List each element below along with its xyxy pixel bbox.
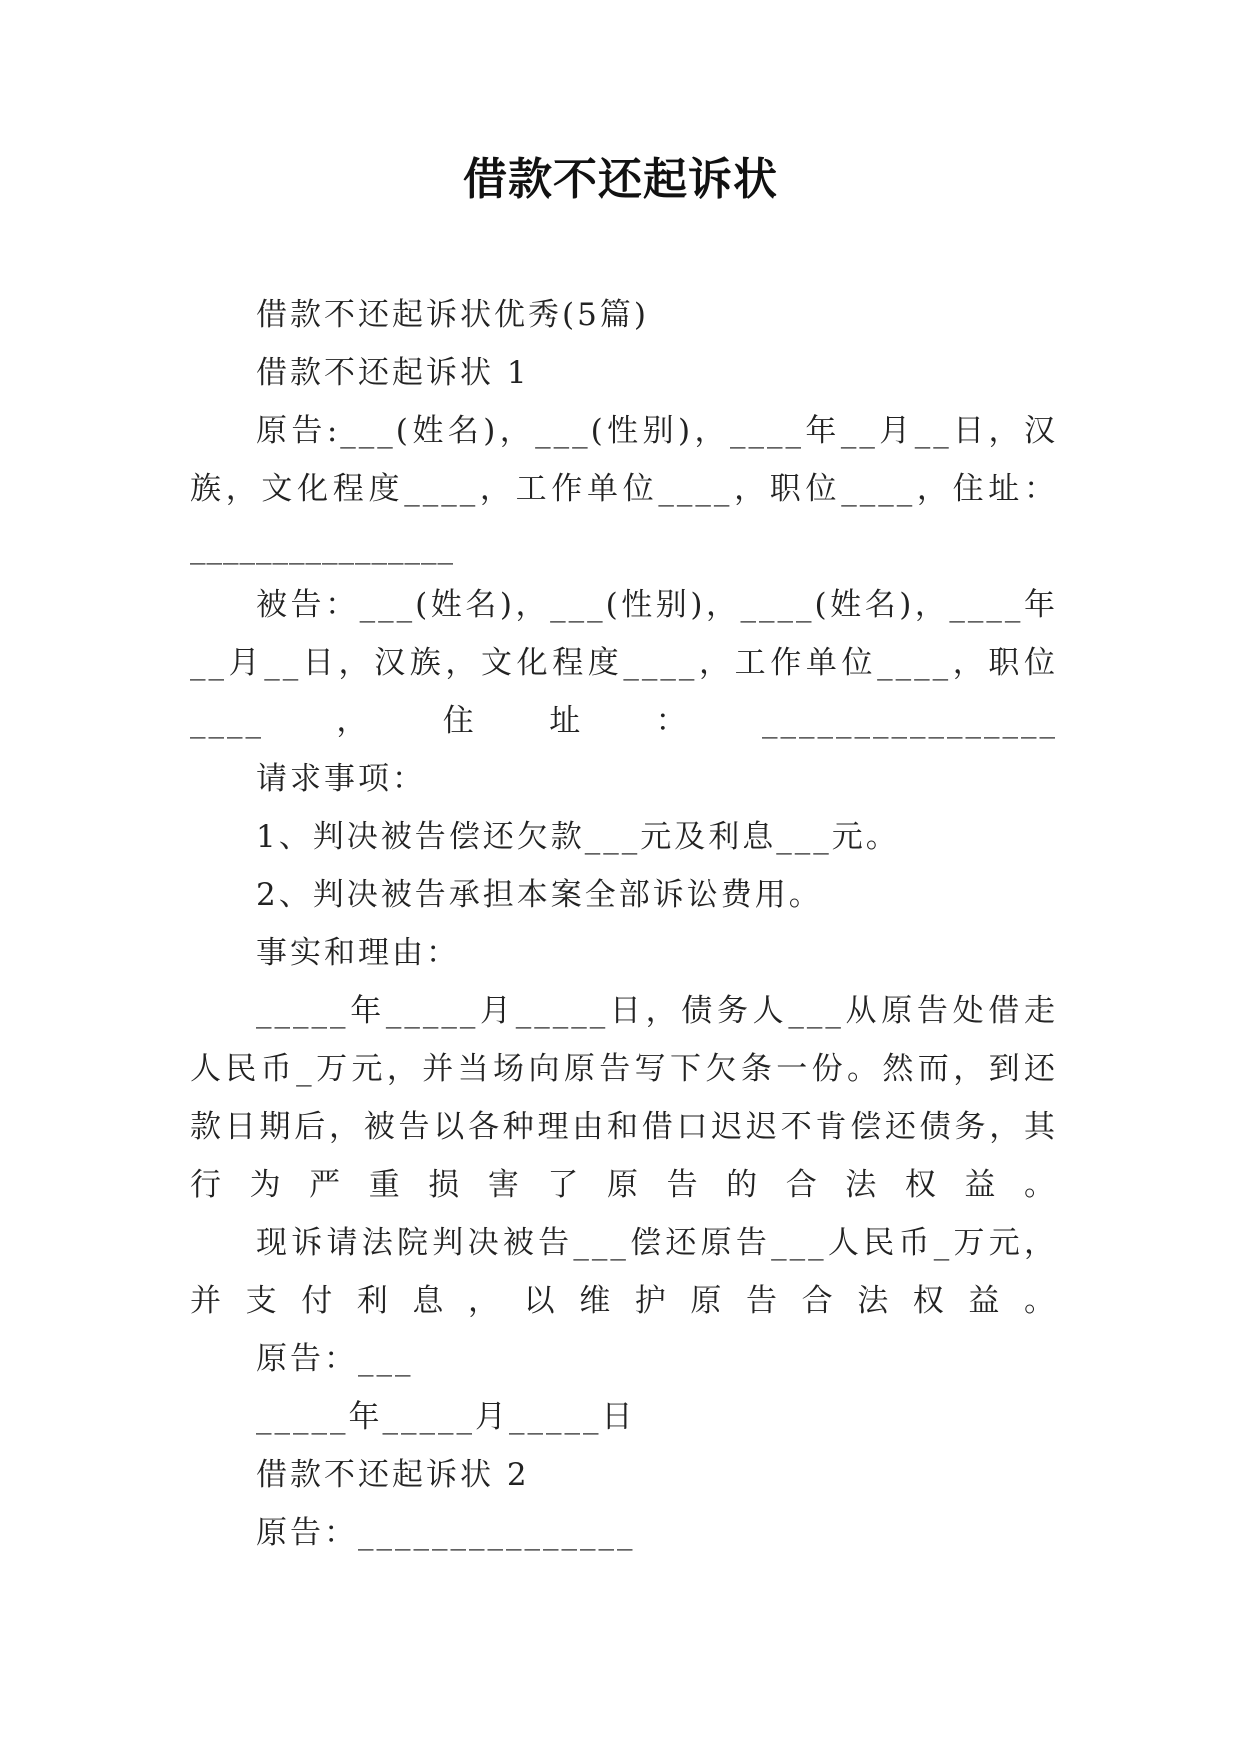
paragraph-plaintiff-info: 原告:___(姓名)，___(性别)，____年__月__日，汉族，文化程度____，工作单位____，职位____，住址： bbox=[190, 413, 1058, 507]
paragraph-defendant-info: 被告：___(姓名)，___(性别)，____(姓名)，____年__月__日，汉族，文化程度____，工作单位____，职位____，住址：________________ bbox=[190, 587, 1058, 739]
paragraph-subtitle: 借款不还起诉状优秀(5篇) bbox=[256, 297, 649, 333]
paragraph-plaintiff-sign: 原告：___ bbox=[256, 1341, 414, 1377]
paragraph-request: 现诉请法院判决被告___偿还原告___人民币_万元，并支付利息，以维护原告合法权益。 bbox=[190, 1225, 1058, 1319]
document-title: 借款不还起诉状 bbox=[463, 154, 778, 205]
paragraph-section-heading-1: 借款不还起诉状 1 bbox=[256, 355, 530, 391]
paragraph-date-line: _____年_____月_____日 bbox=[256, 1399, 636, 1435]
paragraph-plaintiff-address-blank: ________________ bbox=[190, 529, 454, 565]
paragraph-facts-heading: 事实和理由： bbox=[256, 935, 460, 971]
paragraph-plaintiff-2: 原告：_______________ bbox=[256, 1515, 636, 1551]
document-body bbox=[190, 286, 1058, 1562]
paragraph-facts: _____年_____月_____日，债务人___从原告处借走人民币_万元，并当场向原告写下欠条一份。然而，到还款日期后，被告以各种理由和借口迟迟不肯偿还债务，其行为严重损害了原告的合法权益。 bbox=[190, 993, 1058, 1203]
paragraph-section-heading-2: 借款不还起诉状 2 bbox=[256, 1457, 530, 1493]
paragraph-claim-1: 1、判决被告偿还欠款___元及利息___元。 bbox=[256, 819, 900, 855]
paragraph-claim-2: 2、判决被告承担本案全部诉讼费用。 bbox=[256, 877, 823, 913]
paragraph-claims-heading: 请求事项： bbox=[256, 761, 426, 797]
